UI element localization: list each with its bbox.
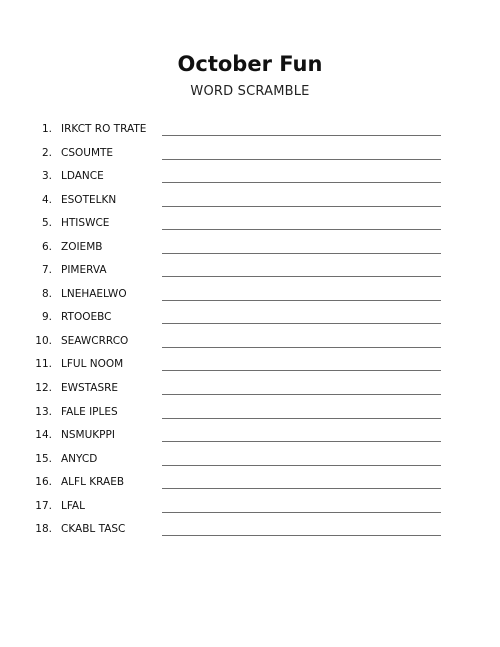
answer-line	[162, 300, 441, 301]
answer-line	[162, 394, 441, 395]
scrambled-word: LFUL NOOM	[61, 358, 124, 371]
scramble-item	[0, 495, 500, 519]
scramble-item	[0, 236, 500, 260]
scramble-item	[0, 424, 500, 448]
scrambled-word: HTISWCE	[61, 217, 110, 230]
scramble-item	[0, 189, 500, 213]
scrambled-word: LNEHAELWO	[61, 287, 127, 300]
item-number: 4.	[41, 193, 52, 206]
scrambled-word: PIMERVA	[61, 264, 107, 277]
item-number: 7.	[41, 264, 52, 277]
answer-line	[162, 253, 441, 254]
answer-line	[162, 159, 441, 160]
scrambled-word: EWSTASRE	[61, 382, 119, 395]
scramble-item	[0, 377, 500, 401]
item-number: 1.	[41, 123, 52, 135]
item-number: 11.	[35, 358, 52, 371]
scramble-item	[0, 518, 500, 542]
answer-line	[162, 276, 441, 277]
answer-line	[162, 229, 441, 230]
answer-line	[162, 347, 441, 348]
answer-line	[162, 488, 441, 489]
answer-line	[162, 418, 441, 419]
answer-line	[162, 135, 441, 136]
scrambled-word: SEAWCRRCO	[61, 334, 129, 347]
page-subtitle: WORD SCRAMBLE	[190, 84, 310, 99]
item-number: 14.	[35, 429, 52, 442]
scrambled-word: IRKCT RO TRATE	[61, 123, 147, 135]
scrambled-word: CSOUMTE	[61, 146, 114, 159]
scrambled-word: LDANCE	[61, 170, 104, 183]
scrambled-word: ANYCD	[61, 452, 98, 465]
scrambled-word: ALFL KRAEB	[61, 476, 125, 489]
scrambled-word: ZOIEMB	[61, 240, 103, 253]
answer-line	[162, 535, 441, 536]
item-number: 16.	[35, 476, 52, 489]
item-number: 8.	[41, 287, 52, 300]
scrambled-word: CKABL TASC	[61, 523, 126, 536]
answer-line	[162, 512, 441, 513]
scramble-item	[0, 330, 500, 354]
scramble-item	[0, 401, 500, 425]
scramble-item	[0, 118, 500, 142]
scrambled-word: ESOTELKN	[61, 193, 117, 206]
answer-line	[162, 465, 441, 466]
item-number: 6.	[41, 240, 52, 253]
scrambled-word: FALE IPLES	[61, 405, 118, 418]
scramble-item	[0, 471, 500, 495]
answer-line	[162, 441, 441, 442]
scramble-item	[0, 259, 500, 283]
scrambled-word: NSMUKPPI	[61, 429, 115, 442]
scramble-item	[0, 306, 500, 330]
item-number: 9.	[41, 311, 52, 324]
item-number: 17.	[35, 499, 52, 512]
scramble-list	[0, 118, 500, 542]
scramble-item	[0, 448, 500, 472]
item-number: 15.	[35, 452, 52, 465]
item-number: 3.	[41, 170, 52, 183]
page-title: October Fun	[177, 52, 323, 76]
answer-line	[162, 323, 441, 324]
scramble-item	[0, 353, 500, 377]
scrambled-word: RTOOEBC	[61, 311, 112, 324]
item-number: 5.	[41, 217, 52, 230]
scramble-item	[0, 142, 500, 166]
answer-line	[162, 370, 441, 371]
answer-line	[162, 182, 441, 183]
item-number: 10.	[35, 334, 52, 347]
scramble-item	[0, 212, 500, 236]
scramble-item	[0, 165, 500, 189]
answer-line	[162, 206, 441, 207]
item-number: 2.	[41, 146, 52, 159]
item-number: 13.	[35, 405, 52, 418]
scramble-item	[0, 283, 500, 307]
item-number: 18.	[35, 523, 52, 536]
item-number: 12.	[35, 382, 52, 395]
scrambled-word: LFAL	[61, 499, 85, 512]
